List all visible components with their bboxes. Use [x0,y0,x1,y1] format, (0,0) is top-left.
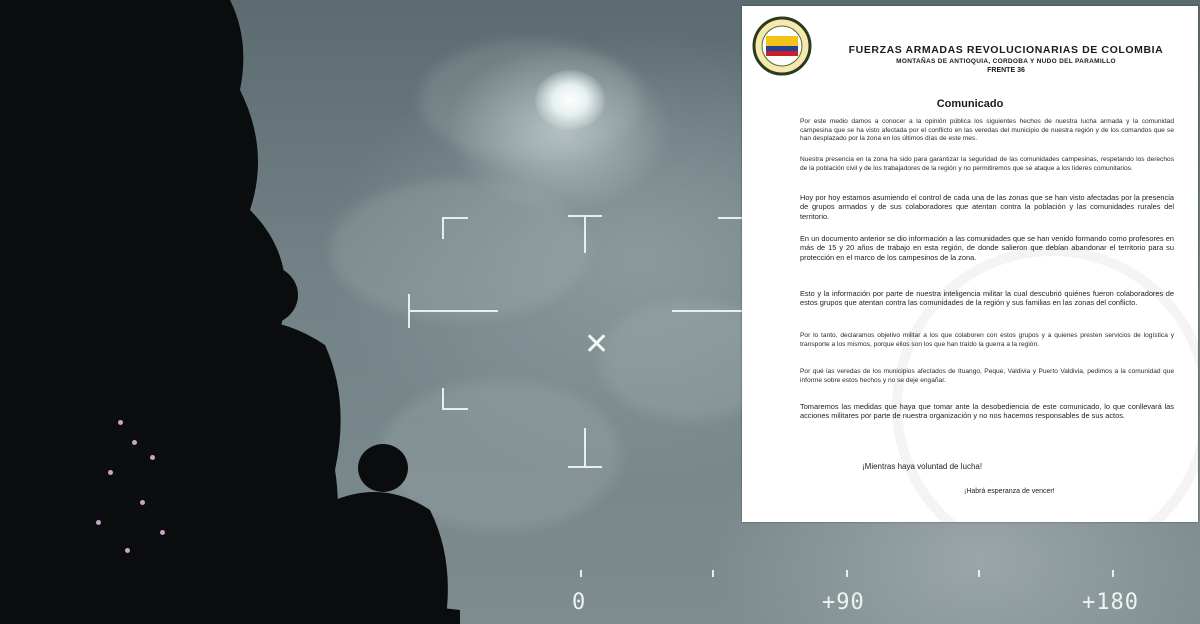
reticle-corner-tr-h [718,217,744,219]
paragraph: Por qué las veredas de los municipios afectados de Ituango, Peque, Valdivia y Puerto Valdivia, pedimos a la comunidad que informe sobre estos hechos y no se deje engañar. [800,368,1174,384]
scale-tick [978,570,980,577]
flower [96,520,101,525]
soldier-silhouettes [0,0,520,624]
scale-tick [712,570,714,577]
scale-label-180: +180 [1082,590,1139,615]
paragraph: En un documento anterior se dio información a las comunidades que se han venido formando como profesores en más de 15 y 20 años de trabajo en esta región, de donde salieron que debían abandonar el territorio para su protección en el marco de los campesinos de la zona. [800,234,1174,262]
reticle-bottom-line [584,428,586,468]
reticle-bottom-bar [568,466,602,468]
paragraph: Por lo tanto, declaramos objetivo militar a los que colaboren con estos grupos y a quienes presten servicios de logística y transporte a los mismos, porque ellos son los que han traído la guerra a la región. [800,332,1174,348]
flower [132,440,137,445]
flower [150,455,155,460]
flower [140,500,145,505]
document-title: Comunicado [936,98,1004,110]
flower [160,530,165,535]
reticle-right-line [672,310,742,312]
closing-slogan-1: ¡Mientras haya voluntad de lucha! [862,462,983,471]
paragraph: Hoy por hoy estamos asumiendo el control de cada una de las zonas que se han visto afectadas por la presencia de grupos armados y de sus colaboradores que atentan contra la población y las comunidades rurales del territorio. [800,193,1174,221]
paragraph: Esto y la información por parte de nuestra inteligencia militar la cual descubrió quiénes fueron colaboradores de estos grupos que atentan contra las comunidades de la región y sus familias en las zonas del conflicto. [800,289,1174,308]
communique-document [742,6,1198,522]
scale-tick [580,570,582,577]
flower [108,470,113,475]
reticle-center-x: ✕ [584,327,610,362]
scale-label-90: +90 [822,590,865,615]
scale-tick [846,570,848,577]
farc-emblem-icon [752,16,812,76]
document-header [826,44,1186,74]
org-name: FUERZAS ARMADAS REVOLUCIONARIAS DE COLOMBIA [848,44,1164,56]
org-subtitle: MONTAÑAS DE ANTIOQUIA, CORDOBA Y NUDO DEL PARAMILLO [896,58,1116,65]
front-name: FRENTE 36 [987,67,1025,74]
paragraph: Tomaremos las medidas que haya que tomar ante la desobediencia de este comunicado, lo que conllevará las acciones militares por parte de nuestra organización y no nos hacemos responsables de sus actos. [800,402,1174,421]
flare-light [535,70,605,130]
scale-label-0: 0 [572,590,587,615]
flower [118,420,123,425]
scale-tick [1112,570,1114,577]
reticle-top-bar [568,215,602,217]
flower [125,548,130,553]
closing-slogan-2: ¡Habrá esperanza de vencer! [964,488,1055,495]
reticle-top-line [584,215,586,253]
paragraph: Nuestra presencia en la zona ha sido para garantizar la seguridad de las comunidades campesinas, respetando los derechos de la población civil y de los trabajadores de la región y no permitiremos que se ataque a los líderes comunitarios. [800,156,1174,172]
paragraph: Por este medio damos a conocer a la opinión pública los siguientes hechos de nuestra lucha armada y la comunidad campesina que se ha visto afectada por el conflicto en las veredas del municipio de nuestra región y de los comandos que se han desplazado por la zona en los últimos días de este mes. [800,118,1174,143]
